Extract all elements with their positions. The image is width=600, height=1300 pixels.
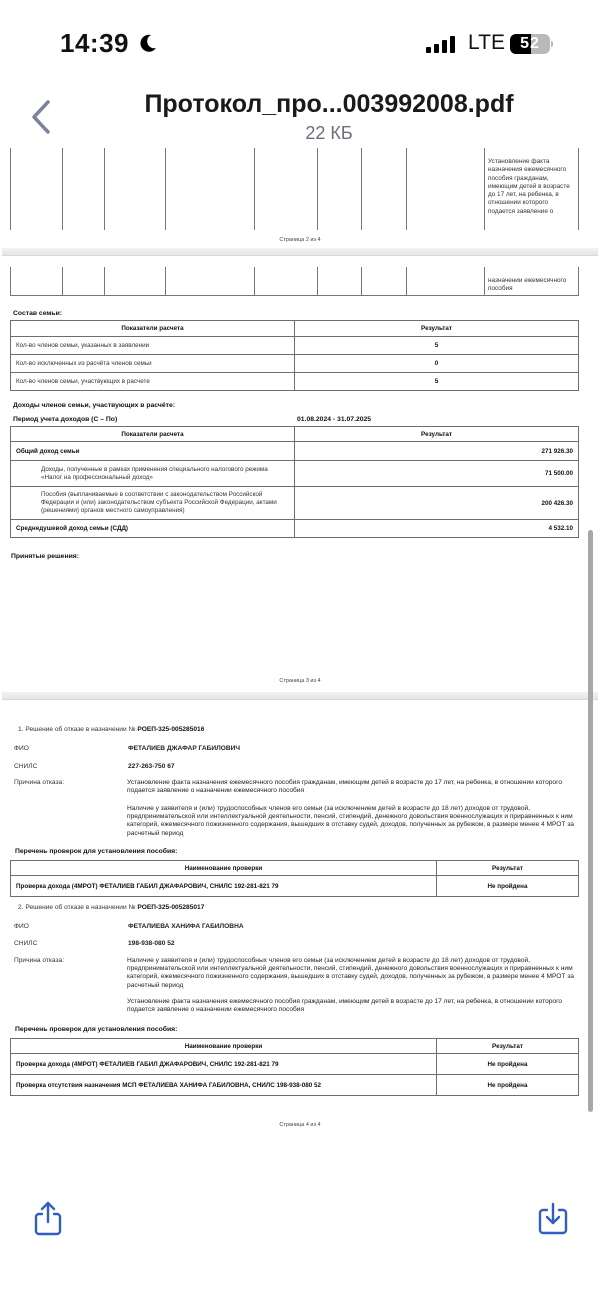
nav-header (0, 90, 600, 148)
vertical-scrollbar[interactable] (588, 530, 593, 1112)
table-row: Общий доход семьи 271 926.30 (11, 442, 579, 461)
page-footer: Страница 4 из 4 (279, 1122, 321, 1128)
checks-title: Перечень проверок для установления пособия: (15, 848, 178, 855)
table-row: Проверка дохода (4МРОТ) ФЕТАЛИЕВ ГАБИЛ ДЖАФАРОВИЧ, СНИЛС 192-281-821 79 Не пройдена (11, 1054, 579, 1075)
decision-heading: 1. Решение об отказе в назначении № РОЕП-325-005285016 (18, 726, 205, 733)
decision-number: РОЕП-325-005285017 (137, 904, 205, 911)
document-title: Протокол_про...003992008.pdf (144, 90, 514, 118)
column-header: Результат (295, 427, 579, 442)
reason-label: Причина отказа: (14, 957, 65, 964)
signal-icon (426, 36, 455, 53)
status-bar (0, 0, 600, 90)
table-row: Проверка отсутствия назначения МСП ФЕТАЛИЕВА ХАНИФА ГАБИЛОВНА, СНИЛС 198-938-080 52 Не пройдена (11, 1075, 579, 1096)
reason-text: Наличие у заявителя и (или) трудоспособных членов его семьи (за исключением детей в возрасте до 18 лет) доходов от трудовой, предпринимательской или интеллектуальной деятельности, пенсий, стипендий, денежного довольствия военнослужащих и приравненных к ним категорий, ежемесячного пожизненного содержания, вышедших в отставку судей, доходов, полученных за рубежом, в размере менее 4 МРОТ за расчетный период (127, 957, 574, 989)
battery-icon (510, 34, 550, 54)
income-table (10, 426, 579, 538)
income-period-value: 01.08.2024 - 31.07.2025 (297, 416, 372, 423)
table-row: Пособия (выплачиваемые в соответствии с законодательством Российской Федерации и (или) законодательством субъекта Российской Федерации, актами (решениями) органов местного самоуправления) 200 426.30 (11, 487, 579, 520)
snils-value: 198-938-080 52 (128, 940, 175, 947)
checks-table (10, 860, 579, 897)
column-header: Результат (295, 321, 579, 337)
table-cell: Установление факта назначения ежемесячного пособия гражданам, имеющим детей в возрасте до 17 лет, на ребенка, в отношении которого подается заявление о (488, 158, 570, 215)
reason-text: Наличие у заявителя и (или) трудоспособных членов его семьи (за исключением детей в возрасте до 18 лет) доходов от трудовой, предпринимательской или интеллектуальной деятельности, пенсий, стипендий, денежного довольствия военнослужащих и приравненных к ним категорий, ежемесячного пожизненного содержания, вышедших в отставку судей, доходов, полученных за рубежом, в размере менее 4 МРОТ за расчетный период (127, 805, 574, 837)
pdf-viewer[interactable] (0, 148, 600, 1138)
moon-icon (138, 33, 158, 53)
page-footer: Страница 3 из 4 (279, 678, 321, 684)
share-icon[interactable] (31, 1200, 65, 1236)
decision-heading: 2. Решение об отказе в назначении № РОЕП-325-005285017 (18, 904, 205, 911)
table-row: Доходы, полученные в рамках применения специального налогового режима «Налог на профессиональный доход» 71 500.00 (11, 461, 579, 487)
pdf-page-4 (4, 701, 596, 1138)
reason-text: Установление факта назначения ежемесячного пособия гражданам, имеющим детей в возрасте до 17 лет, на ребенка, в отношении которого подается заявление о назначении ежемесячного пособия (127, 998, 563, 1014)
page-separator (2, 692, 598, 700)
decisions-section-title: Принятые решения: (11, 553, 79, 560)
decision-number: РОЕП-325-005285016 (137, 726, 205, 733)
column-header: Показатели расчета (11, 427, 295, 442)
file-size: 22 КБ (305, 123, 353, 143)
column-header: Наименование проверки (11, 1039, 437, 1054)
save-download-icon[interactable] (536, 1202, 570, 1238)
income-section-title: Доходы членов семьи, участвующих в расчёте: (13, 402, 175, 409)
table-row: Проверка дохода (4МРОТ) ФЕТАЛИЕВ ГАБИЛ ДЖАФАРОВИЧ, СНИЛС 192-281-821 79 Не пройдена (11, 876, 579, 897)
snils-label: СНИЛС (14, 940, 38, 947)
battery-tip (551, 41, 553, 47)
battery-level: 52 (520, 35, 540, 52)
status-time: 14:39 (60, 28, 129, 58)
family-section-title: Состав семьи: (13, 310, 63, 317)
table-row: Кол-во членов семьи, участвующих в расчете 5 (11, 373, 579, 391)
table-row: Среднедушевой доход семьи (СДД) 4 532.10 (11, 520, 579, 538)
table-row: Кол-во исключенных из расчёта членов семьи 0 (11, 355, 579, 373)
column-header: Показатели расчета (11, 321, 295, 337)
fio-value: ФЕТАЛИЕВ ДЖАФАР ГАБИЛОВИЧ (128, 745, 240, 752)
pdf-page-3 (4, 257, 596, 695)
pdf-page-2 (4, 148, 596, 248)
network-type: LTE (468, 31, 505, 54)
fio-label: ФИО (14, 745, 29, 752)
table-row: Кол-во членов семьи, указанных в заявлении 5 (11, 337, 579, 355)
reason-text: Установление факта назначения ежемесячного пособия гражданам, имеющим детей в возрасте до 17 лет, на ребенка, в отношении которого подается заявление о назначении ежемесячного пособия (127, 779, 563, 795)
column-header: Наименование проверки (11, 861, 437, 876)
page-footer: Страница 2 из 4 (279, 237, 321, 243)
column-header: Результат (437, 1039, 579, 1054)
reason-label: Причина отказа: (14, 779, 65, 786)
checks-table (10, 1038, 579, 1096)
fio-value: ФЕТАЛИЕВА ХАНИФА ГАБИЛОВНА (128, 923, 244, 930)
snils-value: 227-263-750 67 (128, 763, 175, 770)
income-period-label: Период учета доходов (С – По) (13, 416, 118, 423)
column-header: Результат (437, 861, 579, 876)
table-cell: назначении ежемесячного пособия (488, 277, 567, 293)
page-separator (2, 248, 598, 256)
snils-label: СНИЛС (14, 763, 38, 770)
fio-label: ФИО (14, 923, 29, 930)
checks-title: Перечень проверок для установления пособия: (15, 1026, 178, 1033)
family-table (10, 320, 579, 391)
